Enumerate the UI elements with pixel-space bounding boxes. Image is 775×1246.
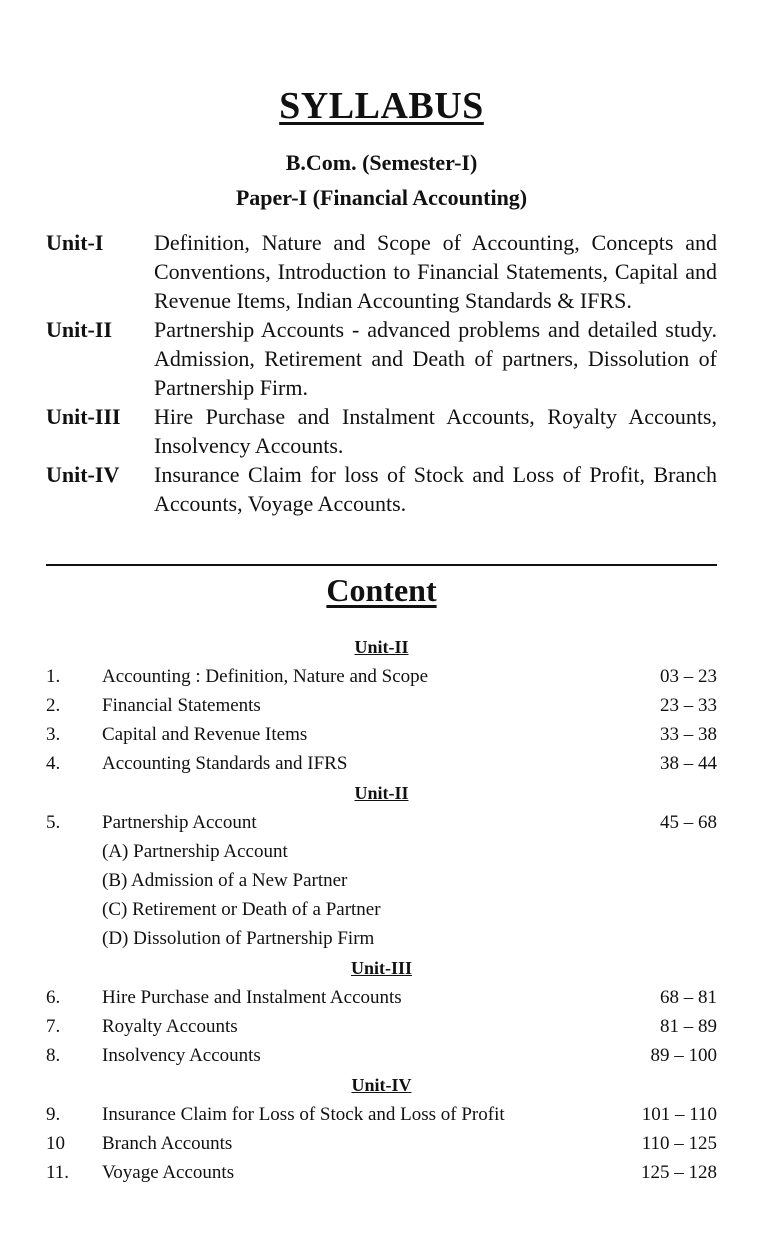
toc-title: Financial Statements [102, 695, 261, 716]
table-of-contents [46, 632, 717, 1187]
unit-label: Unit-II [46, 317, 113, 342]
unit-description: Insurance Claim for loss of Stock and Loss of Profit, Branch Accounts, Voyage Accounts. [154, 462, 717, 516]
toc-pages: 81 – 89 [660, 1016, 717, 1037]
toc-row [46, 895, 717, 924]
toc-pages: 125 – 128 [641, 1162, 717, 1183]
toc-number: 5. [46, 812, 61, 833]
toc-title: Branch Accounts [102, 1133, 233, 1154]
toc-title: (D) Dissolution of Partnership Firm [102, 928, 375, 949]
toc-row [46, 866, 717, 895]
unit-label: Unit-I [46, 230, 104, 255]
toc-section-heading: Unit-IV [351, 1075, 412, 1095]
toc-row [46, 1041, 717, 1070]
toc-number [46, 924, 102, 953]
toc-number: 9. [46, 1104, 61, 1125]
toc-pages: 33 – 38 [660, 724, 717, 745]
unit-list [46, 228, 717, 518]
toc-pages: 68 – 81 [660, 987, 717, 1008]
toc-title: Royalty Accounts [102, 1016, 238, 1037]
toc-pages [597, 866, 717, 895]
toc-number: 1. [46, 666, 61, 687]
unit-row [46, 228, 717, 315]
toc-row [46, 720, 717, 749]
toc-number [46, 895, 102, 924]
toc-row [46, 691, 717, 720]
toc-pages: 45 – 68 [660, 812, 717, 833]
unit-row [46, 460, 717, 518]
toc-pages: 110 – 125 [641, 1133, 717, 1154]
toc-number: 8. [46, 1045, 61, 1066]
toc-row [46, 662, 717, 691]
toc-number [46, 866, 102, 895]
toc-number: 7. [46, 1016, 61, 1037]
toc-number: 2. [46, 695, 61, 716]
toc-pages [597, 924, 717, 953]
unit-row [46, 315, 717, 402]
toc-row [46, 837, 717, 866]
toc-title: (A) Partnership Account [102, 841, 288, 862]
toc-row [46, 924, 717, 953]
course-name: B.Com. (Semester-I) [285, 150, 478, 175]
toc-row [46, 749, 717, 778]
toc-section-heading: Unit-III [350, 958, 412, 978]
toc-pages: 03 – 23 [660, 666, 717, 687]
toc-title: (C) Retirement or Death of a Partner [102, 899, 381, 920]
toc-number: 4. [46, 753, 61, 774]
toc-title: Partnership Account [102, 812, 257, 833]
unit-description: Hire Purchase and Instalment Accounts, Royalty Accounts, Insolvency Accounts. [154, 404, 717, 458]
toc-pages: 23 – 33 [660, 695, 717, 716]
toc-row [46, 1129, 717, 1158]
toc-title: Accounting : Definition, Nature and Scope [102, 666, 429, 687]
toc-title: Hire Purchase and Instalment Accounts [102, 987, 402, 1008]
toc-title: Accounting Standards and IFRS [102, 753, 348, 774]
unit-description: Partnership Accounts - advanced problems and detailed study. Admission, Retirement and Death of partners, Dissolution of Partnership Firm. [154, 317, 717, 400]
unit-label: Unit-III [46, 404, 121, 429]
content-title: Content [326, 572, 437, 608]
unit-label: Unit-IV [46, 462, 120, 487]
paper-name: Paper-I (Financial Accounting) [235, 185, 528, 210]
toc-title: Capital and Revenue Items [102, 724, 308, 745]
toc-pages: 38 – 44 [660, 753, 717, 774]
toc-section-heading: Unit-II [354, 637, 409, 657]
toc-row [46, 1158, 717, 1187]
toc-number: 10 [46, 1133, 65, 1154]
unit-description: Definition, Nature and Scope of Accounting, Concepts and Conventions, Introduction to Financial Statements, Capital and Revenue Items, Indian Accounting Standards & IFRS. [154, 230, 717, 313]
toc-number [46, 837, 102, 866]
syllabus-title: SYLLABUS [279, 85, 484, 127]
toc-row [46, 808, 717, 837]
toc-title: (B) Admission of a New Partner [102, 870, 348, 891]
toc-title: Insurance Claim for Loss of Stock and Loss of Profit [102, 1104, 505, 1125]
toc-title: Voyage Accounts [102, 1162, 235, 1183]
toc-row [46, 1100, 717, 1129]
unit-row [46, 402, 717, 460]
section-divider [46, 564, 717, 566]
toc-pages: 101 – 110 [641, 1104, 717, 1125]
toc-pages [597, 895, 717, 924]
toc-number: 11. [46, 1162, 70, 1183]
toc-section-heading: Unit-II [354, 783, 409, 803]
toc-row [46, 983, 717, 1012]
toc-pages [597, 837, 717, 866]
toc-row [46, 1012, 717, 1041]
toc-number: 3. [46, 724, 61, 745]
toc-title: Insolvency Accounts [102, 1045, 261, 1066]
toc-number: 6. [46, 987, 61, 1008]
toc-pages: 89 – 100 [650, 1045, 717, 1066]
